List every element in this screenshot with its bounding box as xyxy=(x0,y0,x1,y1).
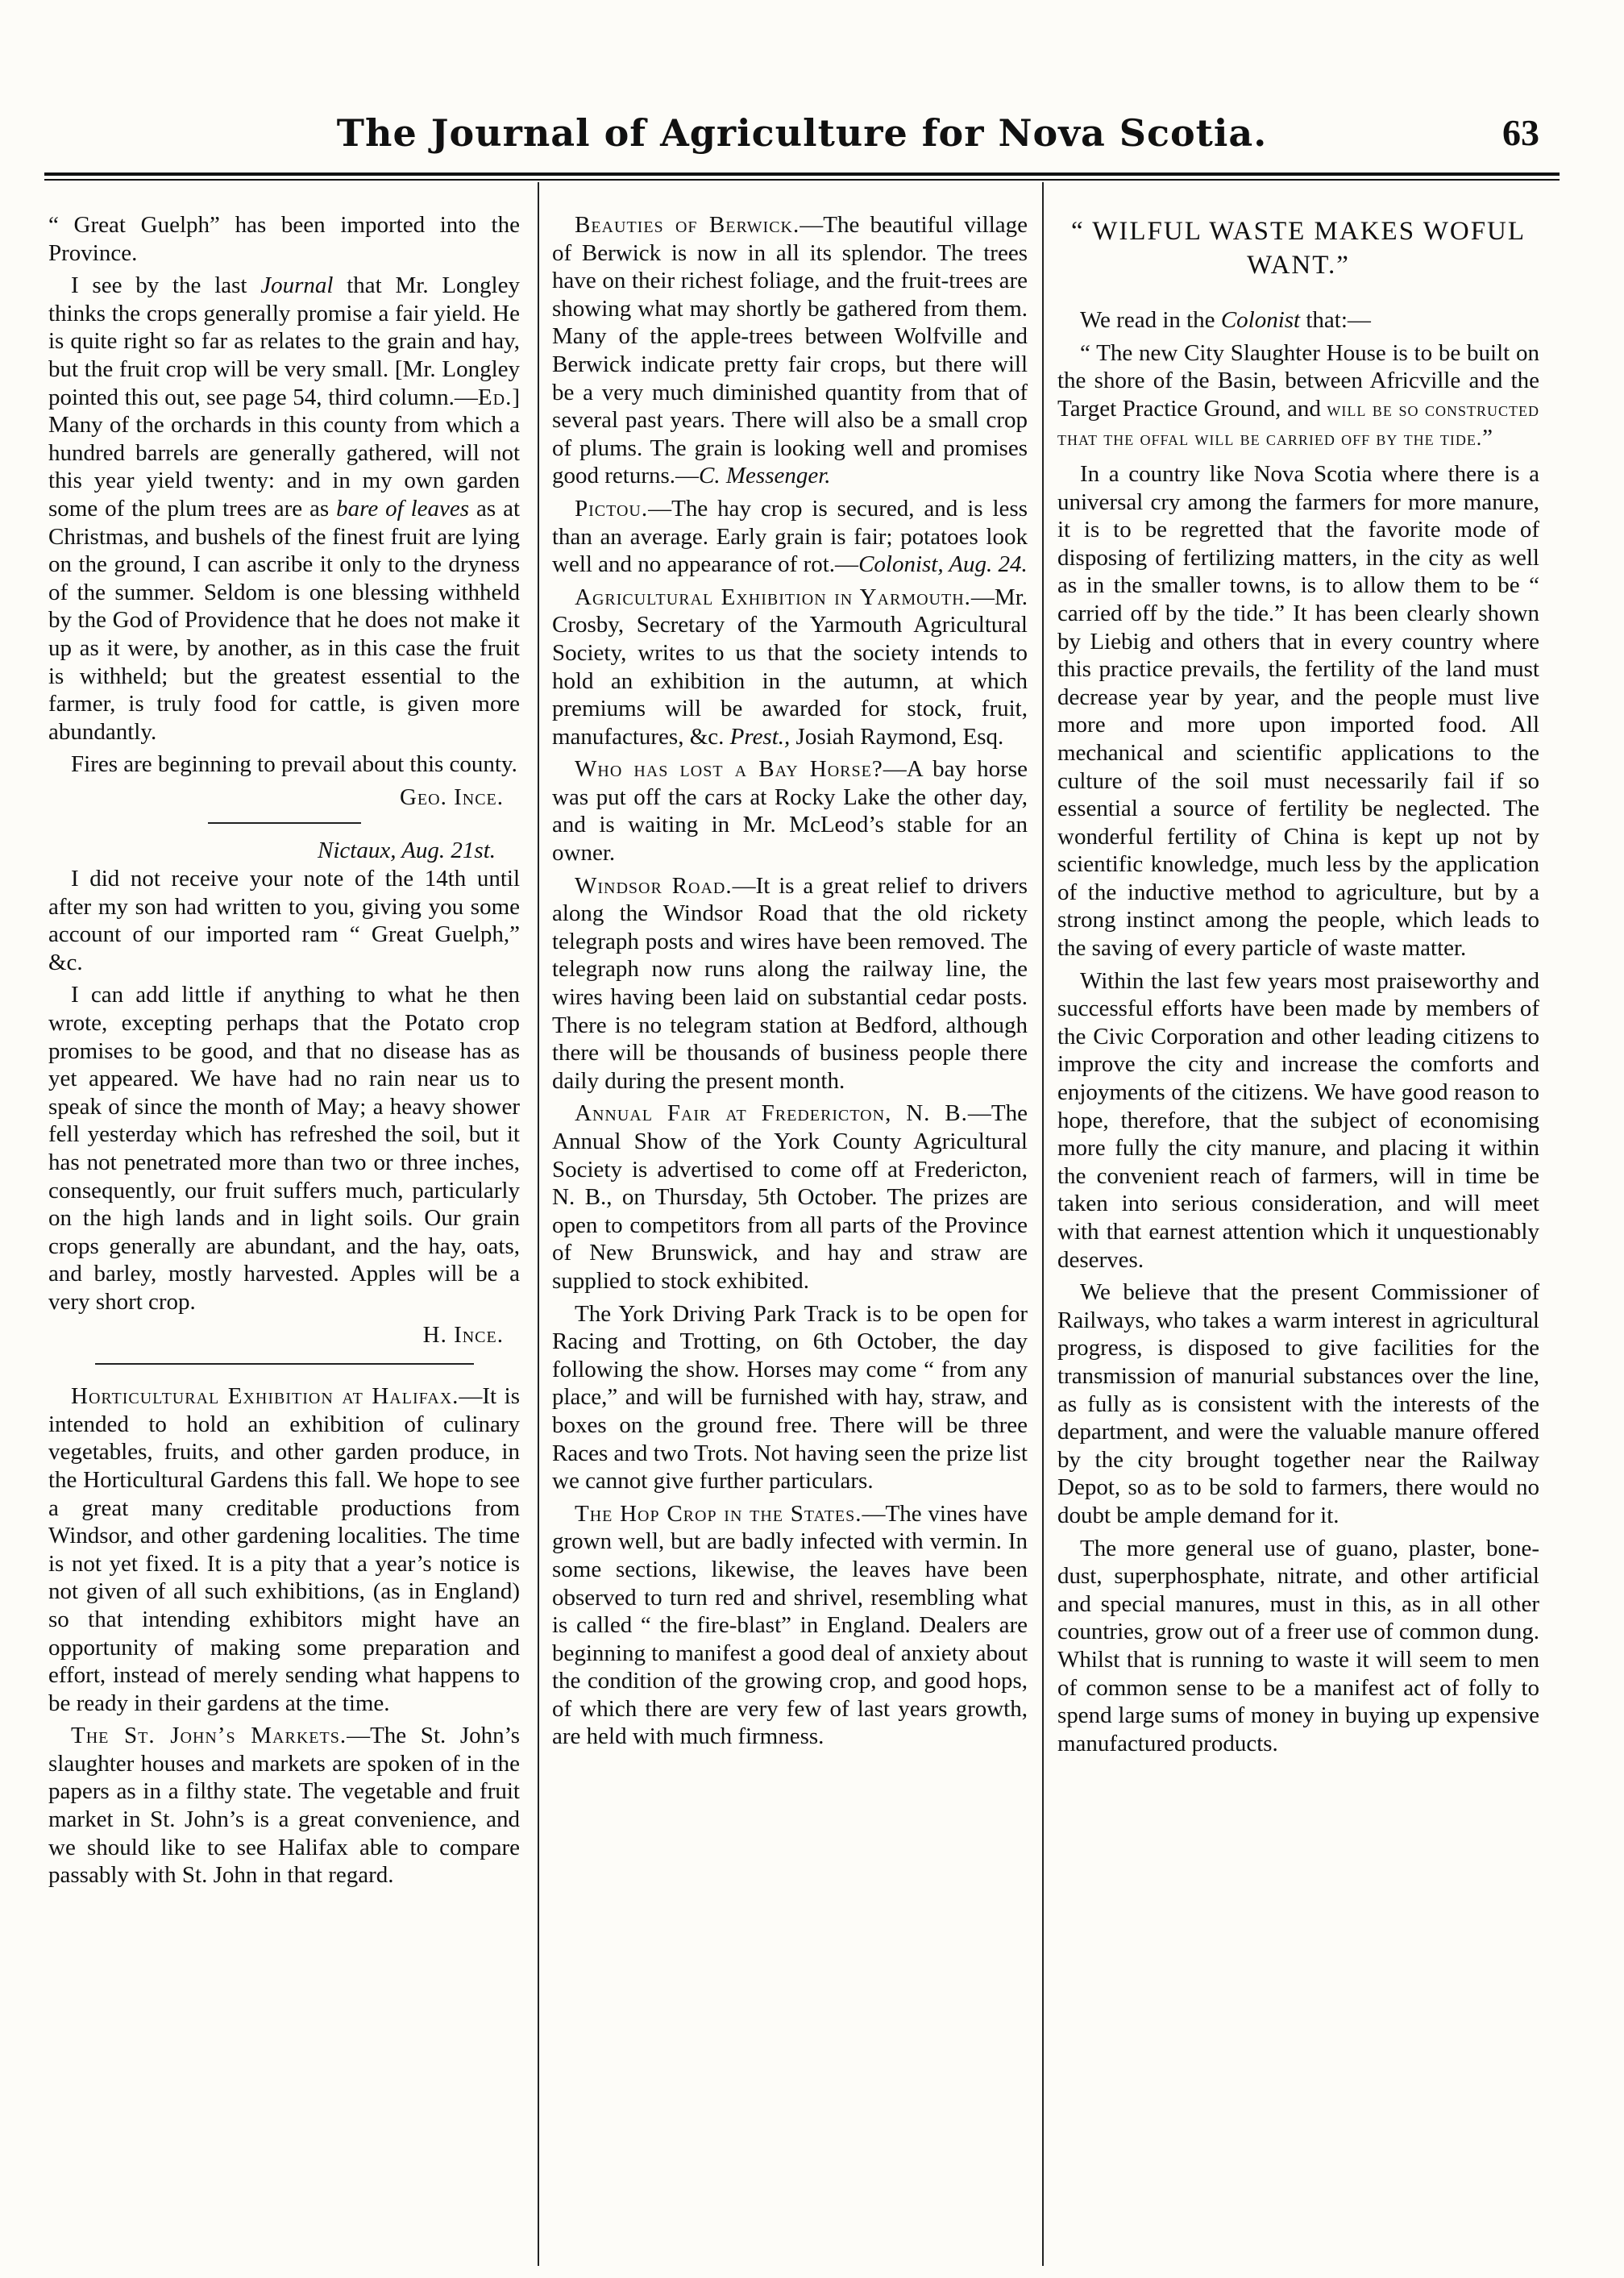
signature: H. Ince. xyxy=(422,1321,504,1348)
article-heading: Beauties of Berwick. xyxy=(575,212,800,238)
article-title: “ WILFUL WASTE MAKES WOFUL WANT.” xyxy=(1070,217,1526,280)
paragraph: We believe that the present Commissioner of Railways, who takes a warm interest in agricultural progress, is disposed to give facilities for the transmission of manurial substances over the line, as fully as is consistent with the interests of the department, and were the valuable manure offered by the city brought together near the Railway Depot, so as to be sold to farmers, there would no doubt be ample demand for it. xyxy=(1057,1279,1539,1528)
page-number: 63 xyxy=(1502,112,1539,153)
article-st-johns: The St. John’s Markets.—The St. John’s slaughter houses and markets are spoken of in the papers as in a filthy state. The vegetable and fruit market in St. John’s is a great convenience, and we should like to see Halifax able to compare passably with St. John in that regard. xyxy=(48,1723,520,1889)
article-bay-horse: Who has lost a Bay Horse?—A bay horse was put off the cars at Rocky Lake the other day, and is waiting in Mr. McLeod’s stable for an owner. xyxy=(552,756,1028,867)
article-pictou: Pictou.—The hay crop is secured, and is less than an average. Early grain is fair; potatoes look well and no appearance of rot.—Colonist, Aug. 24. xyxy=(552,495,1028,578)
column-1 xyxy=(48,211,520,2267)
paragraph: “ Great Guelph” has been imported into the Province. xyxy=(48,212,520,266)
article-heading: Windsor Road. xyxy=(575,872,733,899)
column-2 xyxy=(552,211,1028,2267)
paragraph: I can add little if anything to what he then wrote, excepting perhaps that the Potato crop promises to be good, and that no disease has as yet appeared. We have had no rain near us to speak of since the month of May; a heavy shower fell yesterday which has refreshed the soil, but it has not penetrated more than two or three inches, consequently, our fruit suffers much, particularly on the high lands and in light soils. Our grain crops generally are abundant, and the hay, oats, and barley, mostly harvested. Apples will be a very short crop. xyxy=(48,982,520,1315)
paragraph: I did not receive your note of the 14th until after my son had written to you, giving you some account of our imported ram “ Great Guelph,” &c. xyxy=(48,866,520,975)
article-heading: The Hop Crop in the States. xyxy=(575,1500,862,1527)
article-horticultural: Horticultural Exhibition at Halifax.—It is intended to hold an exhibition of culinary vegetables, fruits, and other garden produce, in the Horticultural Gardens this fall. We hope to see a great many creditable productions from Windsor, and other gardening localities. The time is not yet fixed. It is a pity that a year’s notice is not given of all such exhibitions, (as in England) so that intending exhibitors might have an opportunity of making some preparation and effort, instead of merely sending what happens to be ready in their gardens at the time. xyxy=(48,1383,520,1716)
paragraph: The York Driving Park Track is to be open for Racing and Trotting, on 6th October, the day following the show. Horses may come “ from any place,” and will be furnished with hay, straw, and boxes on the ground free. There will be three Races and two Trots. Not having seen the prize list we cannot give further particulars. xyxy=(552,1300,1028,1494)
article-heading: Who has lost a Bay Horse? xyxy=(575,756,883,783)
article-heading: Pictou. xyxy=(575,495,649,522)
signature: Geo. Ince. xyxy=(399,784,504,810)
paragraph: We read in the Colonist that:— xyxy=(1080,307,1371,333)
article-fredericton-fair: Annual Fair at Fredericton, N. B.—The Annual Show of the York County Agricultural Society is advertised to come off at Fredericton, N. B., on Thursday, 5th October. The prizes are open to competitors from all parts of the Province of New Brunswick, and hay and straw are supplied to stock exhibited. xyxy=(552,1100,1028,1294)
separator xyxy=(208,822,361,824)
column-divider xyxy=(538,182,539,2266)
paragraph: Fires are beginning to prevail about this county. xyxy=(71,751,517,778)
paragraph: Within the last few years most praiseworthy and successful efforts have been made by members of the Civic Corporation and other leading citizens to improve the city and increase the comforts and enjoyments of the citizens. We have good reason to hope, therefore, that the subject of economising more fully the city manure, and placing it within the convenient reach of farmers, will in time be taken into serious consideration, and will meet with that earnest attention which it unquestionably deserves. xyxy=(1057,967,1539,1273)
column-3 xyxy=(1057,211,1539,2267)
paragraph: The more general use of guano, plaster, bone-dust, superphosphate, nitrate, and other artificial and special manures, must in this, as in all other countries, grow out of a freer use of common dung. Whilst that is running to waste it will seem to men of common sense to be a manifest act of folly to spend large sums of money in buying up expensive manufactured products. xyxy=(1057,1535,1539,1756)
article-heading: The St. John’s Markets. xyxy=(71,1723,347,1749)
journal-title: The Journal of Agriculture for Nova Scotia. xyxy=(336,111,1268,155)
column-divider xyxy=(1042,182,1044,2266)
header-rule-thin xyxy=(44,179,1560,181)
quotation: “ The new City Slaughter House is to be built on the shore of the Basin, between Africville and the Target Practice Ground, and will be so constructed that the offal will be carried off by the tide.” xyxy=(1057,339,1539,451)
separator xyxy=(95,1363,474,1365)
paragraph: In a country like Nova Scotia where there is a universal cry among the farmers for more manure, it is to be regretted that the favorite mode of disposing of fertilizing matters, in the city as well as in the smaller towns, is to allow them to be “ carried off by the tide.” It has been clearly shown by Liebig and others that in every country where this practice prevails, the fertility of the land must decrease year by year, and the people must live more and more upon imported food. All mechanical and scientific applications to the culture of the soil must necessarily fail if so essential a source of fertility be neglected. The wonderful fertility of China is kept up not by scientific knowledge, much less by the application of the inductive method to agriculture, but by a strong instinct among the people, which leads to the saving of every particle of waste matter. xyxy=(1057,460,1539,962)
article-hop-crop: The Hop Crop in the States.—The vines have grown well, but are badly infected with vermin. In some sections, likewise, the leaves have been observed to turn red and shrivel, resembling what is called “ the fire-blast” in England. Dealers are beginning to manifest a good deal of anxiety about the condition of the growing crop, and good hops, of which there are very few of last years growth, are held with much firmness. xyxy=(552,1500,1028,1750)
article-heading: Annual Fair at Fredericton, N. B. xyxy=(575,1100,968,1127)
article-yarmouth: Agricultural Exhibition in Yarmouth.—Mr. Crosby, Secretary of the Yarmouth Agricultural Society, writes to us that the society intends to hold an exhibition in the autumn, at which premiums will be awarded for stock, fruit, manufactures, &c. Prest., Josiah Raymond, Esq. xyxy=(552,584,1028,750)
paragraph: I see by the last Journal that Mr. Longley thinks the crops generally promise a fair yield. He is quite right so far as relates to the grain and hay, but the fruit crop will be very small. [Mr. Longley pointed this out, see page 54, third column.—Ed.] Many of the orchards in this county from which a hundred barrels are generally gathered, will not this year yield twenty: and in my own garden some of the plum trees are as bare of leaves as at Christmas, and bushels of the finest fruit are lying on the ground, I can ascribe it only to the dryness of the summer. Seldom is one blessing withheld by the God of Providence that he does not make it up as it were, by another, as in this case the fruit is withheld; but the greatest essential to the farmer, is truly food for cattle, is given more abundantly. xyxy=(48,272,520,745)
article-windsor-road: Windsor Road.—It is a great relief to drivers along the Windsor Road that the old rickety telegraph posts and wires have been removed. The telegraph now runs along the railway line, the wires having been laid on substantial cedar posts. There is no telegram station at Bedford, although there will be thousands of business people there daily during the present month. xyxy=(552,872,1028,1094)
header-rule xyxy=(44,173,1560,176)
article-heading: Horticultural Exhibition at Halifax. xyxy=(71,1383,459,1410)
page-header xyxy=(44,97,1560,169)
dateline: Nictaux, Aug. 21st. xyxy=(318,838,496,864)
journal-ref: Journal xyxy=(260,272,334,299)
article-berwick: Beauties of Berwick.—The beautiful village of Berwick is now in all its splendor. The trees have on their richest foliage, and the fruit-trees are showing what may shortly be gathered from them. Many of the apple-trees between Wolfville and Berwick indicate pretty fair crops, but there will be a very much diminished quantity from that of several past years. There will also be a small crop of plums. The grain is looking well and promises good returns.—C. Messenger. xyxy=(552,212,1028,489)
article-heading: Agricultural Exhibition in Yarmouth. xyxy=(575,584,971,610)
